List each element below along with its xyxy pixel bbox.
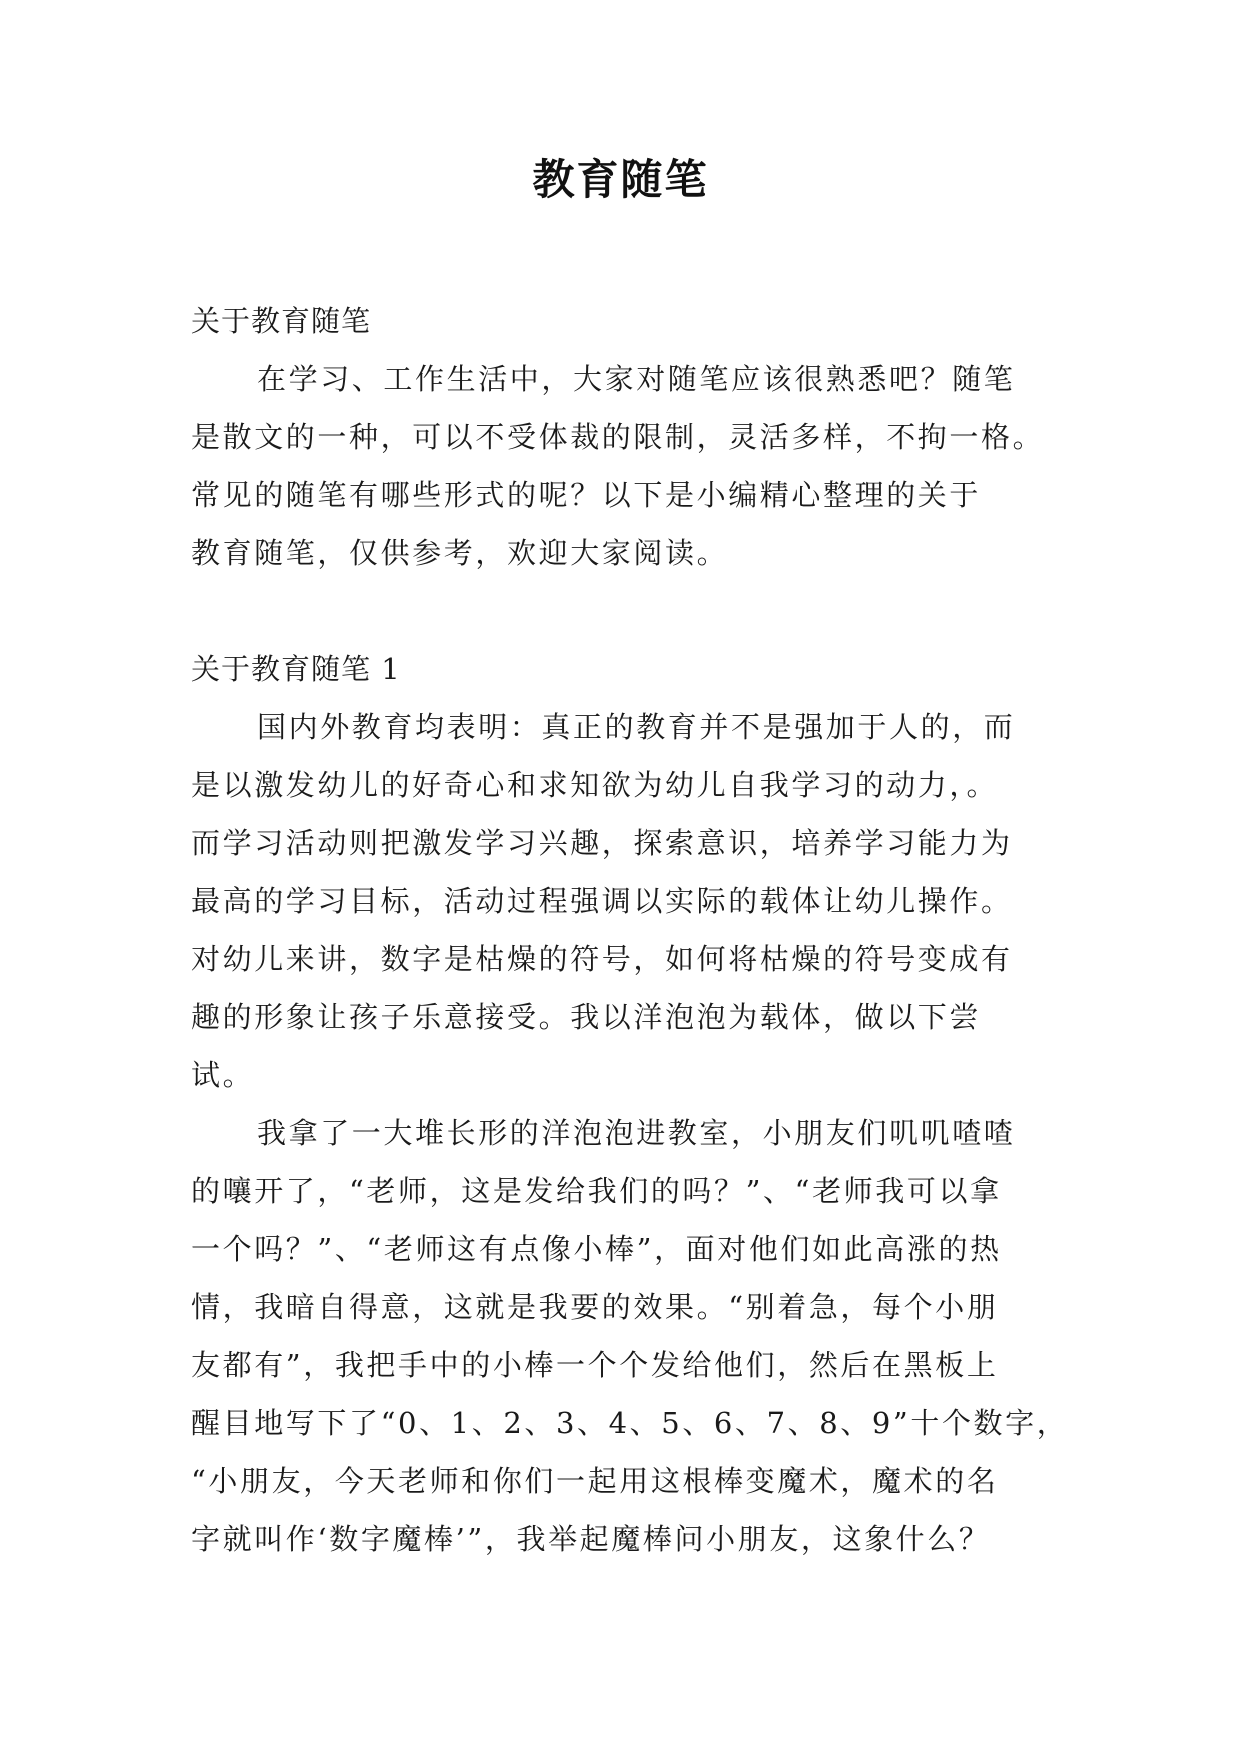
paragraph-line: 醒目地写下了“0、1、2、3、4、5、6、7、8、9”十个数字， [191, 1406, 1069, 1440]
paragraph-line: “小朋友，今天老师和你们一起用这根棒变魔术，魔术的名 [191, 1464, 999, 1498]
paragraph-line: 我拿了一大堆长形的洋泡泡进教室，小朋友们叽叽喳喳 [257, 1116, 1016, 1150]
document-body [191, 292, 1071, 1568]
paragraph-line: 最高的学习目标，活动过程强调以实际的载体让幼儿操作。 [191, 884, 1013, 918]
document-title: 教育随笔 [532, 155, 709, 204]
paragraph-line: 试。 [191, 1058, 255, 1092]
paragraph-line: 而学习活动则把激发学习兴趣，探索意识，培养学习能力为 [191, 826, 1013, 860]
intro-paragraph [191, 350, 1071, 582]
paragraph-line: 在学习、工作生活中，大家对随笔应该很熟悉吧？随笔 [257, 362, 1016, 396]
section-heading: 关于教育随笔 [191, 304, 372, 338]
paragraph-line: 的嚷开了，“老师，这是发给我们的吗？”、“老师我可以拿 [191, 1174, 1002, 1208]
paragraph-line: 是以激发幼儿的好奇心和求知欲为幼儿自我学习的动力，。 [191, 768, 999, 802]
section-heading: 关于教育随笔 1 [191, 652, 401, 686]
paragraph-line: 字就叫作‘数字魔棒’”，我举起魔棒问小朋友，这象什么？ [191, 1522, 991, 1556]
body-paragraph [191, 1104, 1071, 1568]
paragraph-line: 是散文的一种，可以不受体裁的限制，灵活多样，不拘一格。 [191, 420, 1045, 454]
body-paragraph [191, 698, 1071, 1104]
paragraph-line: 国内外教育均表明：真正的教育并不是强加于人的，而 [257, 710, 1016, 744]
section-spacer [191, 582, 1071, 640]
paragraph-line: 一个吗？”、“老师这有点像小棒”，面对他们如此高涨的热 [191, 1232, 1002, 1266]
paragraph-line: 教育随笔，仅供参考，欢迎大家阅读。 [191, 536, 729, 570]
paragraph-line: 趣的形象让孩子乐意接受。我以洋泡泡为载体，做以下尝 [191, 1000, 982, 1034]
paragraph-line: 常见的随笔有哪些形式的呢？以下是小编精心整理的关于 [191, 478, 982, 512]
paragraph-line: 对幼儿来讲，数字是枯燥的符号，如何将枯燥的符号变成有 [191, 942, 1013, 976]
paragraph-line: 情，我暗自得意，这就是我要的效果。“别着急，每个小朋 [191, 1290, 999, 1324]
paragraph-line: 友都有”，我把手中的小棒一个个发给他们，然后在黑板上 [191, 1348, 999, 1382]
